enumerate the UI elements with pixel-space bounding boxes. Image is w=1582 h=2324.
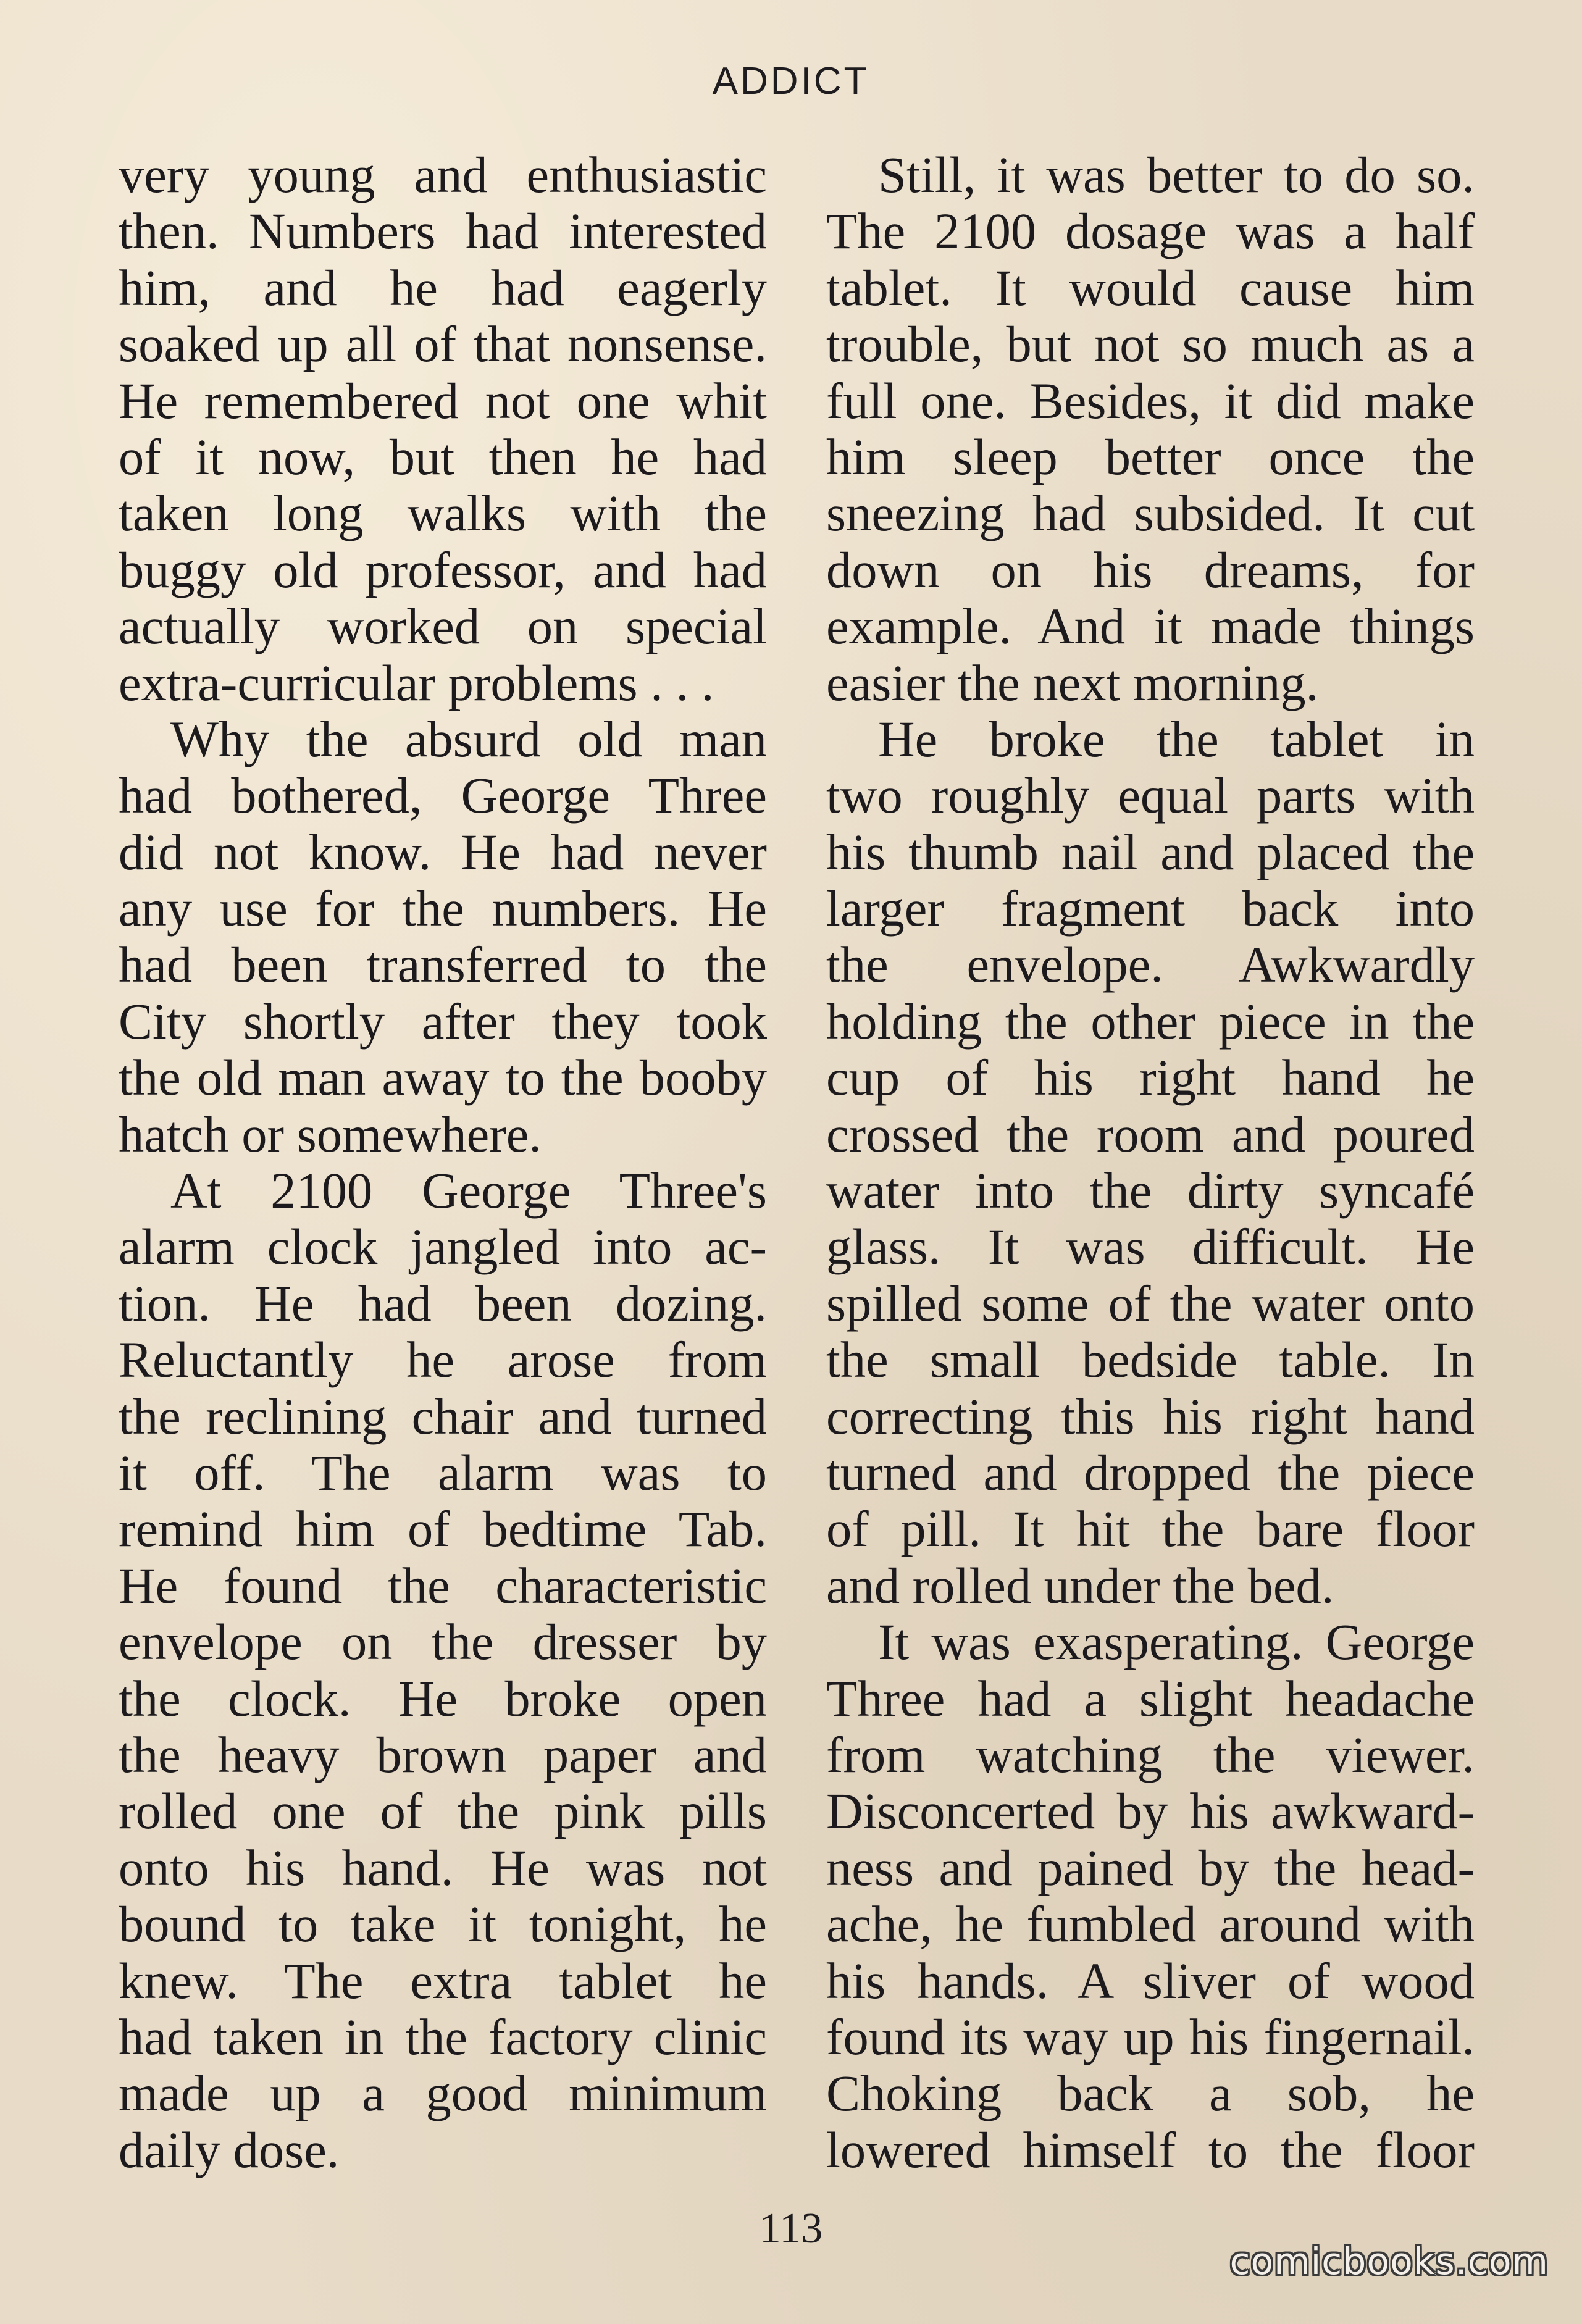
text-line: lowered himself to the floor [826,2121,1475,2178]
text-line: envelope on the dresser by [119,1614,767,1671]
text-line: had been transferred to the [119,937,767,993]
text-line: ache, he fumbled around with [826,1896,1475,1953]
text-line: crossed the room and poured [826,1106,1475,1163]
text-line: onto his hand. He was not [119,1839,767,1896]
text-line: his hands. A sliver of wood [826,1952,1475,2009]
text-line: and rolled under the bed. [826,1557,1334,1614]
text-line: him, and he had eagerly [119,259,767,316]
text-line: it off. The alarm was to [119,1444,767,1501]
text-line: down on his dreams, for [826,541,1475,598]
text-line: ness and pained by the head- [826,1839,1475,1896]
text-line: turned and dropped the piece [826,1444,1475,1501]
text-line: alarm clock jangled into ac- [119,1219,767,1276]
text-line: Why the absurd old man [170,711,767,767]
text-line: bound to take it tonight, he [119,1896,767,1953]
text-line: very young and enthusiastic [119,147,767,203]
text-line: larger fragment back into [826,880,1475,937]
text-line: did not know. He had never [119,824,767,880]
text-line: rolled one of the pink pills [119,1783,767,1840]
text-line: example. And it made things [826,598,1475,655]
text-line: taken long walks with the [119,485,767,542]
text-line: daily dose. [119,2121,340,2178]
text-line: holding the other piece in the [826,993,1475,1050]
text-line: had bothered, George Three [119,767,767,824]
text-line: full one. Besides, it did make [826,372,1475,429]
text-line: The 2100 dosage was a half [826,203,1475,260]
text-line: Choking back a sob, he [826,2065,1475,2122]
text-line: cup of his right hand he [826,1050,1475,1106]
watermark: comicbooks.com [1229,2240,1549,2283]
text-line: glass. It was difficult. He [826,1219,1475,1276]
text-line: City shortly after they took [119,993,767,1050]
text-line: Three had a slight headache [826,1670,1475,1727]
text-line: the reclining chair and turned [119,1388,767,1445]
text-line: knew. The extra tablet he [119,1952,767,2009]
text-line: It was exasperating. George [878,1614,1475,1671]
text-line: Reluctantly he arose from [119,1332,767,1389]
text-line: of pill. It hit the bare floor [826,1501,1475,1558]
text-line: tion. He had been dozing. [119,1275,767,1332]
text-line: buggy old professor, and had [119,541,767,598]
text-line: Still, it was better to do so. [878,147,1475,203]
text-line: two roughly equal parts with [826,767,1475,824]
text-line: hatch or somewhere. [119,1106,542,1163]
text-line: Disconcerted by his awkward- [826,1783,1475,1840]
text-line: made up a good minimum [119,2065,767,2122]
text-line: his thumb nail and placed the [826,824,1475,880]
text-line: remind him of bedtime Tab. [119,1501,767,1558]
text-line: found its way up his fingernail. [826,2008,1475,2065]
text-line: then. Numbers had interested [119,203,767,260]
text-line: easier the next morning. [826,654,1319,711]
text-line: sneezing had subsided. It cut [826,485,1475,542]
text-line: the clock. He broke open [119,1670,767,1727]
text-line: of it now, but then he had [119,428,767,485]
text-line: He broke the tablet in [878,711,1475,767]
text-line: from watching the viewer. [826,1726,1475,1783]
text-line: the small bedside table. In [826,1332,1475,1389]
text-line: At 2100 George Three's [170,1163,767,1219]
text-line: him sleep better once the [826,428,1475,485]
text-line: the envelope. Awkwardly [826,937,1475,993]
text-line: tablet. It would cause him [826,259,1475,316]
text-line: actually worked on special [119,598,767,655]
text-line: any use for the numbers. He [119,880,767,937]
text-line: soaked up all of that nonsense. [119,316,767,373]
running-head: ADDICT [712,60,870,102]
text-line: water into the dirty syncafé [826,1163,1475,1219]
text-line: He found the characteristic [119,1557,767,1614]
text-line: He remembered not one whit [119,372,767,429]
text-line: correcting this his right hand [826,1388,1475,1445]
page-number: 113 [759,2205,823,2252]
text-column-right [826,147,1475,2178]
text-column-left [119,147,767,2178]
text-line: the heavy brown paper and [119,1726,767,1783]
text-line: trouble, but not so much as a [826,316,1475,373]
text-line: had taken in the factory clinic [119,2008,767,2065]
text-line: the old man away to the booby [119,1050,767,1106]
text-line: spilled some of the water onto [826,1275,1475,1332]
text-line: extra-curricular problems . . . [119,654,714,711]
